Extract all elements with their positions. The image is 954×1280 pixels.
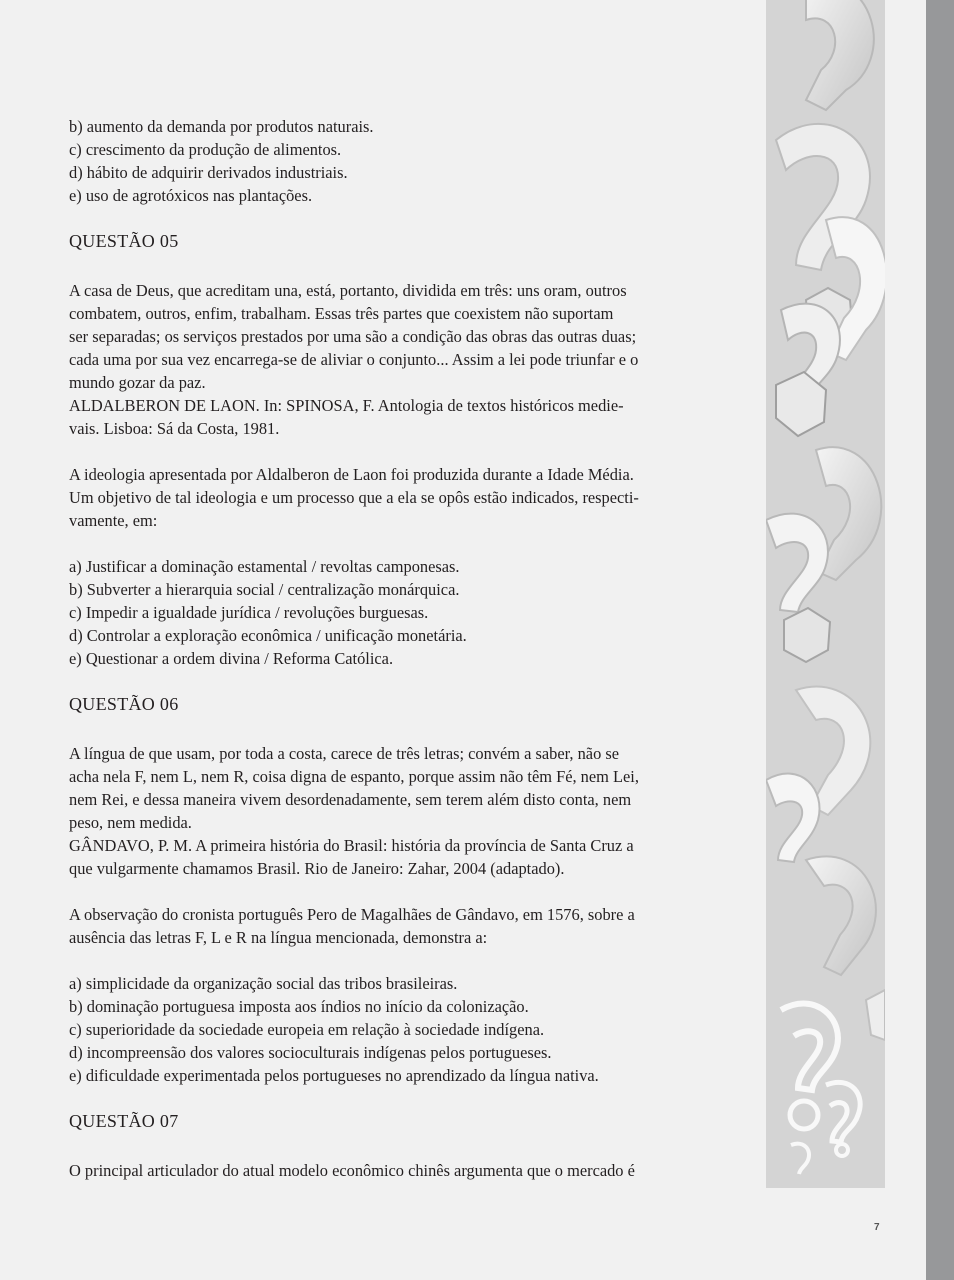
question-06-text [69,742,749,834]
question-05-source [69,394,749,440]
text-line: cada uma por sua vez encarrega-se de aliviar o conjunto... Assim a lei pode triunfar e o [69,350,639,369]
option-d: d) Controlar a exploração econômica / unificação monetária. [69,626,467,645]
option-a: a) simplicidade da organização social das tribos brasileiras. [69,974,458,993]
question-05-prompt [69,463,749,532]
question-05-options [69,555,749,670]
text-line: nem Rei, e dessa maneira vivem desordenadamente, sem terem além disto conta, nem [69,790,632,809]
question-04-options [69,115,749,207]
text-line: O principal articulador do atual modelo econômico chinês argumenta que o mercado é [69,1161,635,1180]
prompt-line: A ideologia apresentada por Aldalberon de Laon foi produzida durante a Idade Média. [69,465,634,484]
text-line: acha nela F, nem L, nem R, coisa digna de espanto, porque assim não têm Fé, nem Lei, [69,767,639,786]
text-line: A língua de que usam, por toda a costa, carece de três letras; convém a saber, não se [69,744,620,763]
option-e: e) dificuldade experimentada pelos portugueses no aprendizado da língua nativa. [69,1066,599,1085]
question-marks-pattern-icon [766,0,885,1188]
right-margin-bar [926,0,954,1280]
option-c: c) Impedir a igualdade jurídica / revoluções burguesas. [69,603,429,622]
text-line: peso, nem medida. [69,813,192,832]
question-06-source [69,834,749,880]
option-e: e) Questionar a ordem divina / Reforma Católica. [69,649,394,668]
option-a: a) Justificar a dominação estamental / revoltas camponesas. [69,557,460,576]
source-line: GÂNDAVO, P. M. A primeira história do Brasil: história da província de Santa Cruz a [69,836,634,855]
option-b: b) aumento da demanda por produtos naturais. [69,117,374,136]
text-line: A casa de Deus, que acreditam una, está, portanto, dividida em três: uns oram, outros [69,281,627,300]
option-d: d) hábito de adquirir derivados industriais. [69,163,348,182]
option-e: e) uso de agrotóxicos nas plantações. [69,186,313,205]
option-d: d) incompreensão dos valores socioculturais indígenas pelos portugueses. [69,1043,552,1062]
source-line: ALDALBERON DE LAON. In: SPINOSA, F. Antologia de textos históricos medie- [69,396,624,415]
prompt-line: Um objetivo de tal ideologia e um processo que a ela se opôs estão indicados, respecti- [69,488,639,507]
text-line: combatem, outros, enfim, trabalham. Essas três partes que coexistem não suportam [69,304,614,323]
option-c: c) crescimento da produção de alimentos. [69,140,342,159]
question-06-title: QUESTÃO 06 [69,694,179,714]
prompt-line: ausência das letras F, L e R na língua mencionada, demonstra a: [69,928,488,947]
question-06-prompt [69,903,749,949]
prompt-line: A observação do cronista português Pero de Magalhães de Gândavo, em 1576, sobre a [69,905,635,924]
question-06-options [69,972,749,1087]
prompt-line: vamente, em: [69,511,158,530]
option-b: b) Subverter a hierarquia social / centralização monárquica. [69,580,460,599]
question-05-text [69,279,749,394]
source-line: vais. Lisboa: Sá da Costa, 1981. [69,419,280,438]
question-07-title: QUESTÃO 07 [69,1111,179,1131]
source-line: que vulgarmente chamamos Brasil. Rio de Janeiro: Zahar, 2004 (adaptado). [69,859,565,878]
option-c: c) superioridade da sociedade europeia em relação à sociedade indígena. [69,1020,545,1039]
question-05-title: QUESTÃO 05 [69,231,179,251]
option-b: b) dominação portuguesa imposta aos índios no início da colonização. [69,997,529,1016]
text-line: ser separadas; os serviços prestados por uma são a condição das obras das outras duas; [69,327,637,346]
page-content [69,115,749,1182]
text-line: mundo gozar da paz. [69,373,206,392]
question-07-text [69,1159,749,1182]
page-number: 7 [874,1222,880,1233]
